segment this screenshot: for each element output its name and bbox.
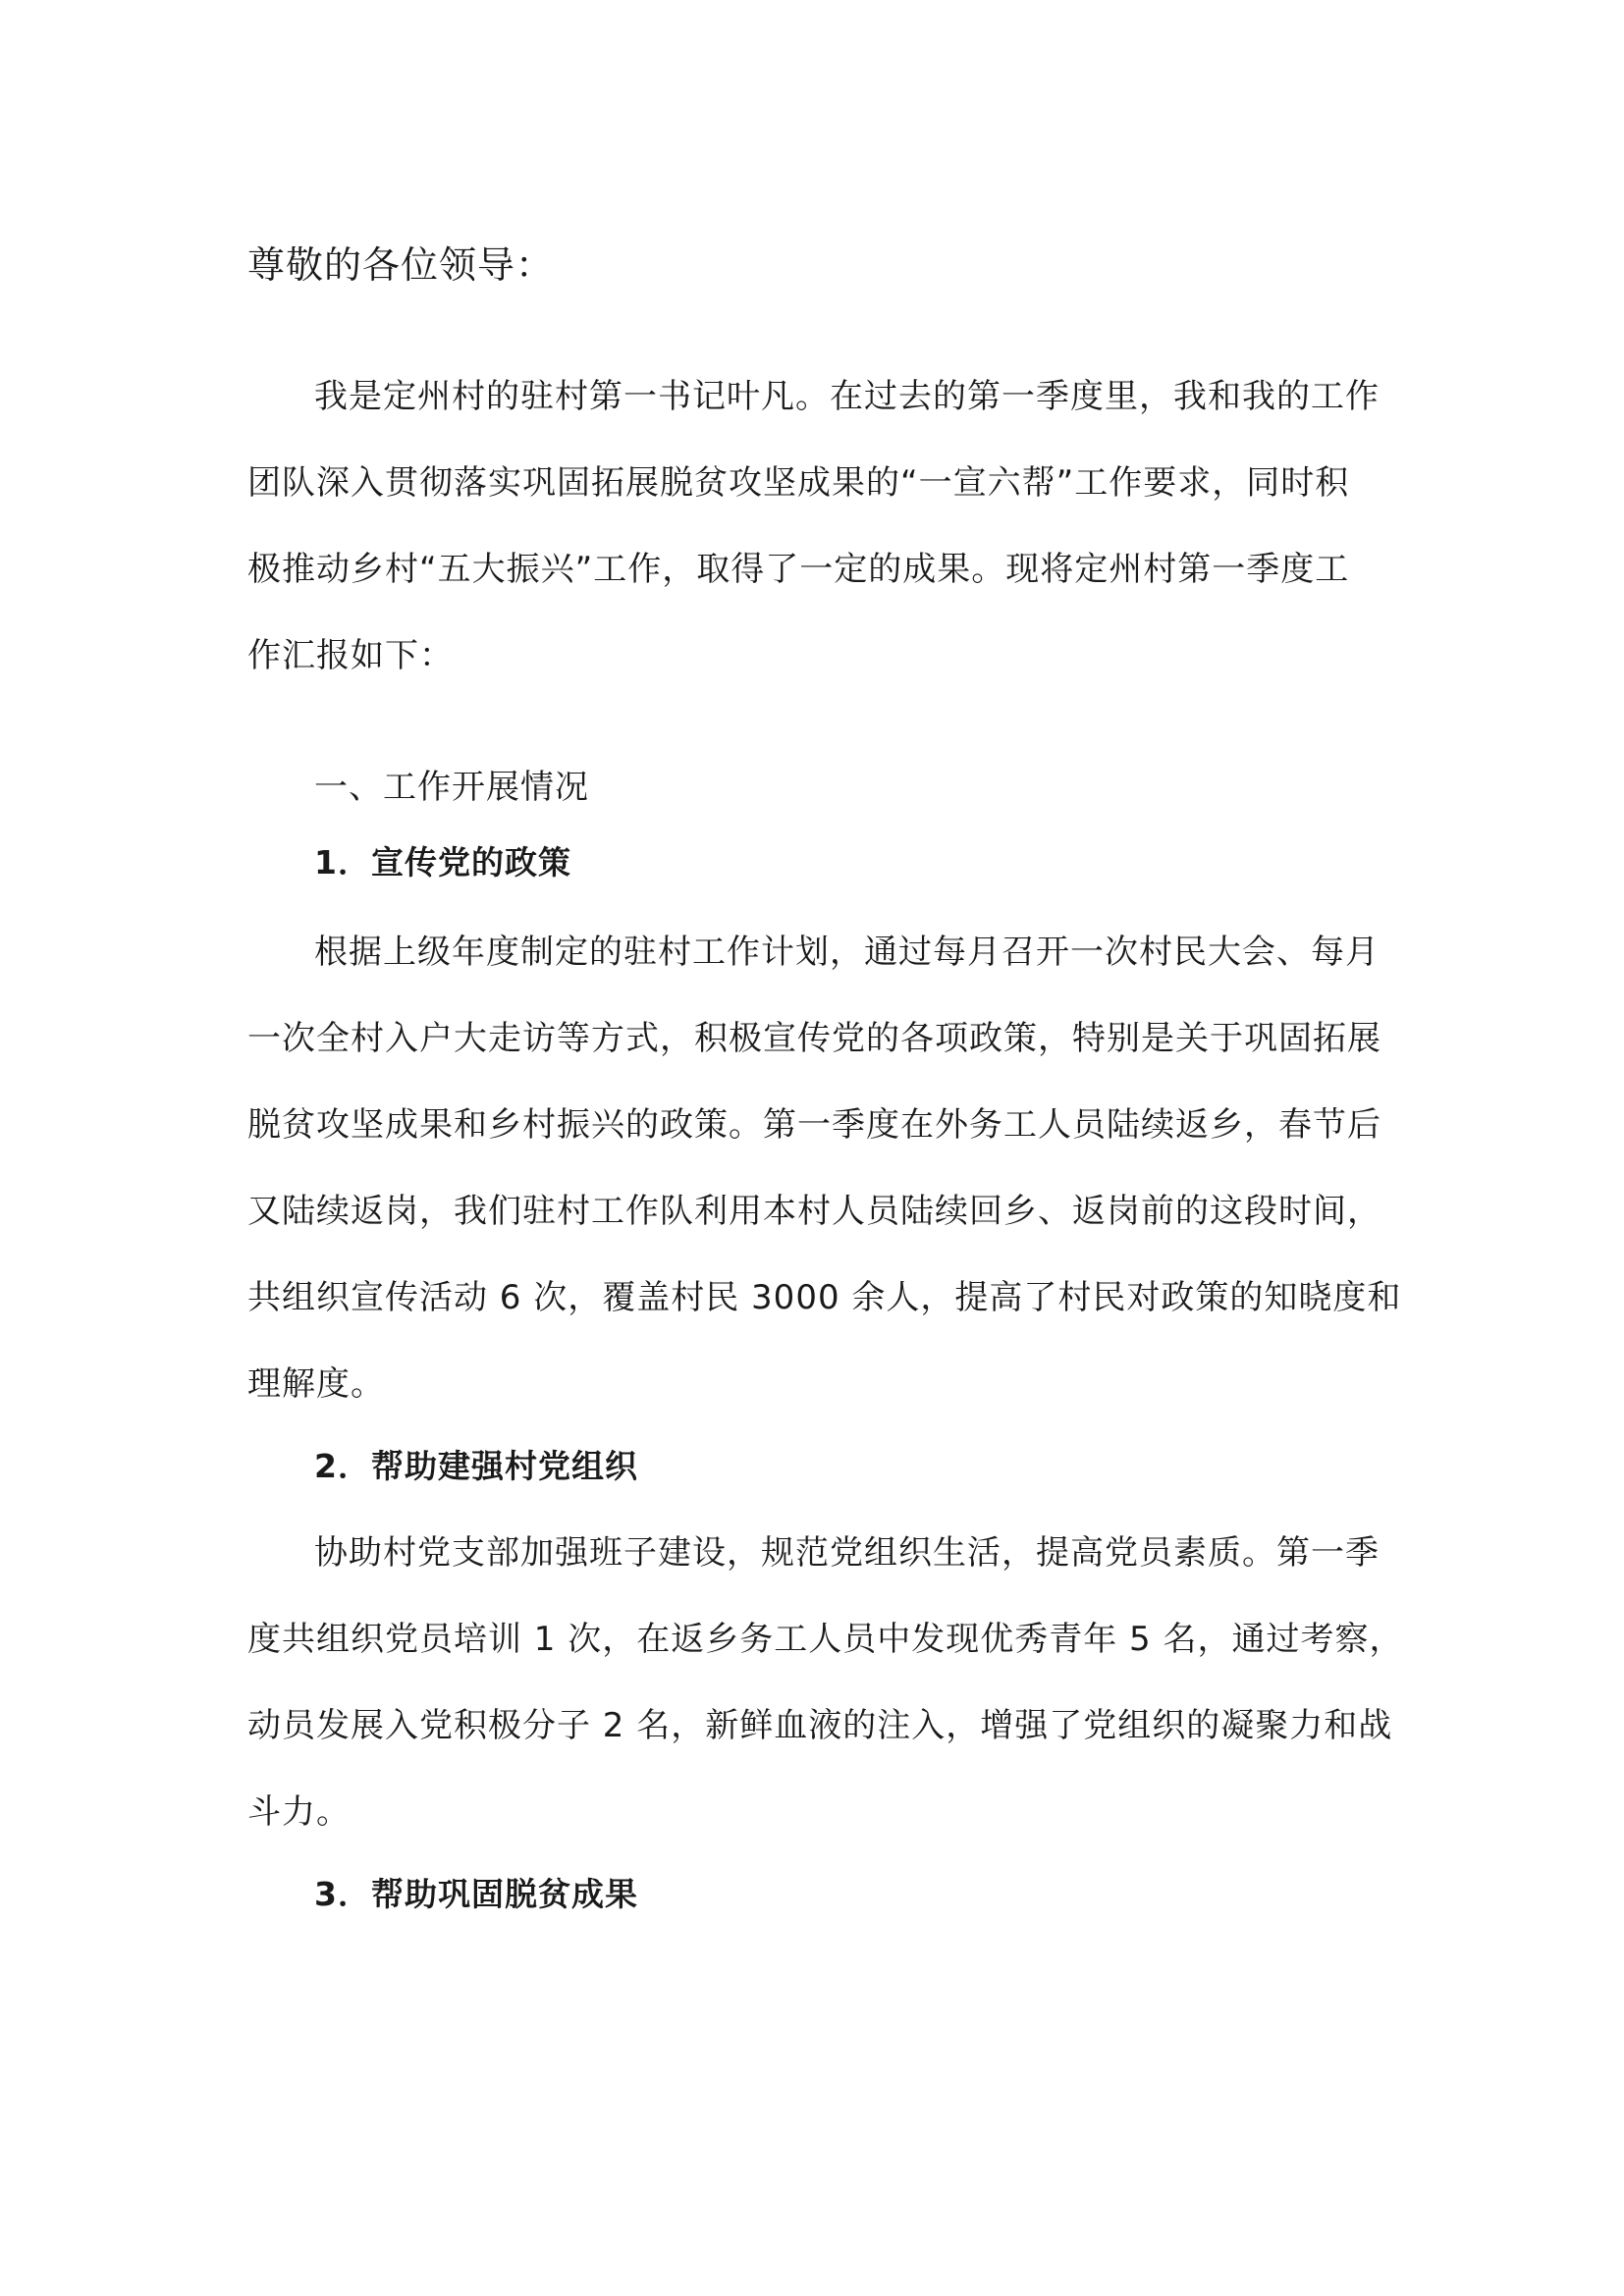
paragraph-line: 度共组织党员培训 1 次，在返乡务工人员中发现优秀青年 5 名，通过考察， bbox=[247, 1620, 1404, 1659]
item-3-heading bbox=[247, 1851, 1386, 1938]
paragraph-line: 脱贫攻坚成果和乡村振兴的政策。第一季度在外务工人员陆续返乡，春节后 bbox=[247, 1105, 1381, 1145]
paragraph-line: 我是定州村的驻村第一书记叶凡。在过去的第一季度里，我和我的工作 bbox=[314, 377, 1380, 416]
paragraph-line: 协助村党支部加强班子建设，规范党组织生活，提高党员素质。第一季 bbox=[314, 1533, 1380, 1573]
item-2-heading bbox=[247, 1423, 1386, 1510]
intro-paragraph bbox=[247, 353, 1386, 699]
paragraph-line: 团队深入贯彻落实巩固拓展脱贫攻坚成果的“一宣六帮”工作要求，同时积 bbox=[247, 463, 1350, 503]
paragraph-line: 动员发展入党积极分子 2 名，新鲜血液的注入，增强了党组织的凝聚力和战 bbox=[247, 1706, 1393, 1745]
paragraph-line: 斗力。 bbox=[247, 1792, 351, 1832]
item-2-paragraph bbox=[247, 1510, 1404, 1855]
item-1-heading bbox=[247, 826, 1386, 900]
paragraph-line: 根据上级年度制定的驻村工作计划，通过每月召开一次村民大会、每月 bbox=[314, 933, 1380, 972]
section-title bbox=[247, 758, 1386, 817]
salutation bbox=[247, 222, 1386, 308]
section-title-text: 一、工作开展情况 bbox=[314, 768, 589, 807]
heading-text: 3．帮助巩固脱贫成果 bbox=[314, 1875, 638, 1913]
paragraph-line: 理解度。 bbox=[247, 1364, 385, 1404]
heading-text: 2．帮助建强村党组织 bbox=[314, 1447, 638, 1485]
paragraph-line: 共组织宣传活动 6 次，覆盖村民 3000 余人，提高了村民对政策的知晓度和 bbox=[247, 1278, 1402, 1317]
salutation-text: 尊敬的各位领导： bbox=[247, 243, 555, 287]
item-1-paragraph bbox=[247, 909, 1402, 1427]
paragraph-line: 一次全村入户大走访等方式，积极宣传党的各项政策，特别是关于巩固拓展 bbox=[247, 1019, 1381, 1058]
paragraph-line: 作汇报如下： bbox=[247, 636, 454, 675]
paragraph-line: 极推动乡村“五大振兴”工作，取得了一定的成果。现将定州村第一季度工 bbox=[247, 550, 1350, 589]
heading-text: 1．宣传党的政策 bbox=[314, 843, 571, 881]
paragraph-line: 又陆续返岗，我们驻村工作队利用本村人员陆续回乡、返岗前的这段时间， bbox=[247, 1192, 1381, 1231]
